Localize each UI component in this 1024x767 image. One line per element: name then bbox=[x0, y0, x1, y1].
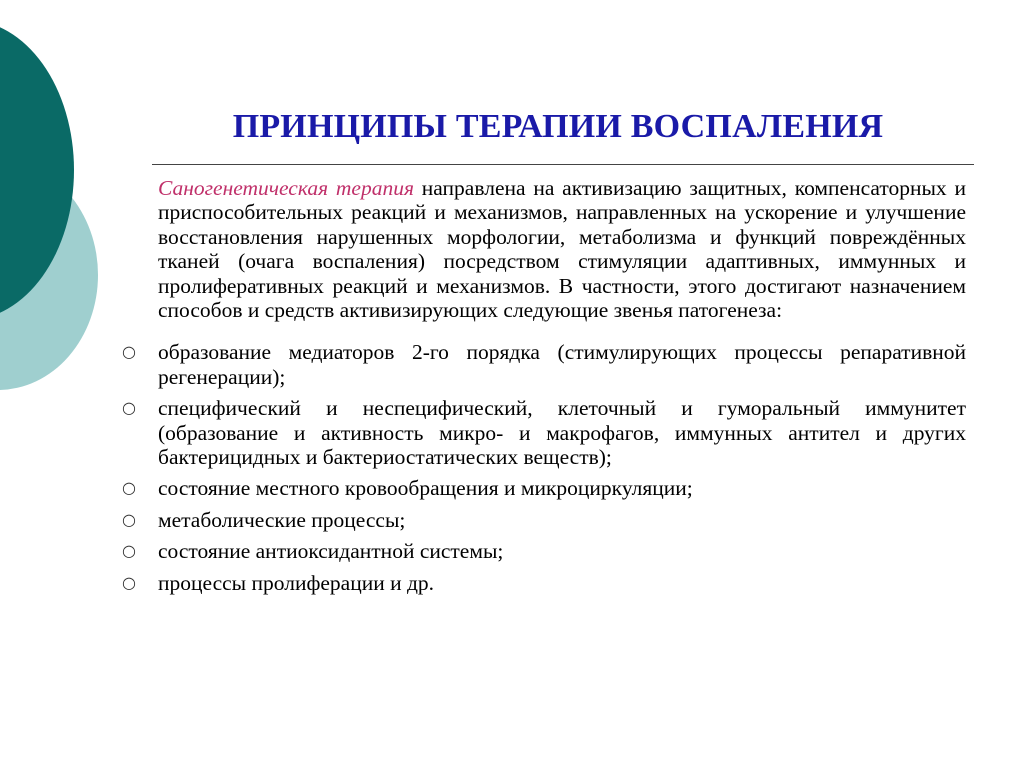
list-item bbox=[120, 476, 966, 500]
list-item bbox=[120, 571, 966, 595]
list-item-text: специфический и неспецифический, клеточный и гуморальный иммунитет (образование и активность микро- и макрофагов, иммунных антител и других бактерицидных и бактериостатических веществ); bbox=[158, 396, 966, 470]
circle-bullet-icon: ○ bbox=[122, 398, 136, 418]
list-item-text: метаболические процессы; bbox=[158, 507, 406, 532]
list-item-text: образование медиаторов 2-го порядка (стимулирующих процессы репаративной регенерации); bbox=[158, 340, 966, 389]
circle-bullet-icon: ○ bbox=[122, 572, 136, 592]
list-item-text: состояние местного кровообращения и микроциркуляции; bbox=[158, 476, 693, 501]
circle-bullet-icon: ○ bbox=[122, 509, 136, 529]
intro-term: Саногенетическая терапия bbox=[158, 176, 414, 200]
circle-bullet-icon: ○ bbox=[122, 478, 136, 498]
circle-bullet-icon: ○ bbox=[122, 541, 136, 561]
bullet-list bbox=[120, 340, 966, 595]
intro-text: направлена на активизацию защитных, компенсаторных и приспособительных реакций и механизмов, направленных на ускорение и улучшение восстановления нарушенных морфологии, метаболизма и функций повреждённых тканей (очага воспаления) посредством стимуляции адаптивных, иммунных и пролиферативных реакций и механизмов. В частности, этого достигают назначением способов и средств активизирующих следующие звенья патогенеза: bbox=[158, 176, 966, 323]
title-underline bbox=[152, 164, 974, 165]
list-item-text: процессы пролиферации и др. bbox=[158, 570, 435, 595]
list-item bbox=[120, 539, 966, 563]
circle-bullet-icon: ○ bbox=[122, 342, 136, 362]
slide-title: ПРИНЦИПЫ ТЕРАПИИ ВОСПАЛЕНИЯ bbox=[232, 108, 884, 145]
list-item bbox=[120, 508, 966, 532]
intro-paragraph bbox=[158, 176, 966, 322]
slide-body bbox=[120, 176, 966, 602]
list-item-text: состояние антиоксидантной системы; bbox=[158, 539, 504, 564]
list-item bbox=[120, 396, 966, 469]
list-item bbox=[120, 340, 966, 389]
